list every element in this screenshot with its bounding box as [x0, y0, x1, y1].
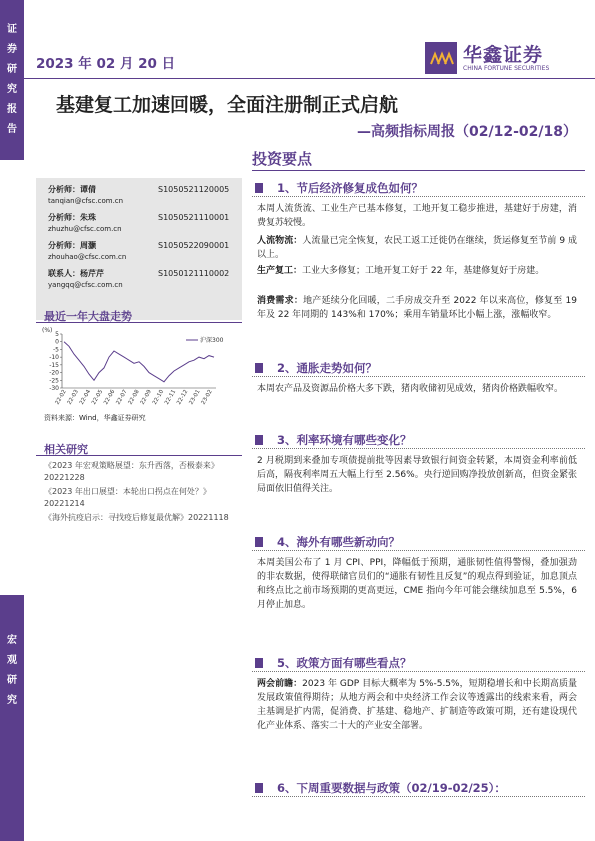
section-divider	[252, 671, 585, 672]
market-rule	[36, 322, 242, 323]
analyst-email[interactable]: yangqq@cfsc.com.cn	[48, 281, 123, 289]
x-tick-label: 22-10	[151, 389, 166, 406]
y-tick-label: -15	[49, 361, 59, 369]
x-tick-label: 22-08	[127, 389, 141, 406]
logo-cn: 华鑫证券	[463, 44, 544, 66]
bullet-square-icon	[255, 783, 263, 793]
x-tick-label: 22-11	[164, 389, 178, 406]
bullet-square-icon	[255, 537, 263, 547]
x-tick-label: 23-02	[200, 389, 214, 406]
company-logo	[425, 40, 595, 80]
section-head-investment-points: 投资要点	[252, 150, 313, 168]
section-1-para: 消费需求：地产延续分化回暖，二手房成交升至 2022 年以来高位，修复至 19 年及 22 年同期的 143%和 170%；乘用车销量环比小幅上涨，涨幅收窄。	[257, 296, 577, 320]
report-subtitle: —高频指标周报（02/12-02/18）	[357, 124, 577, 140]
related-rule	[36, 455, 242, 456]
y-tick-label: 5	[55, 331, 59, 338]
chart-source: 资料来源：Wind，华鑫证券研究	[44, 414, 146, 422]
sidebar-bottom-text: 宏 观 研 究	[7, 635, 17, 706]
market-chart	[36, 326, 242, 426]
related-item[interactable]: 《2023 年宏观策略展望：东升西落，否极泰来》20221228	[44, 461, 219, 482]
analyst-email[interactable]: tanqian@cfsc.com.cn	[48, 197, 124, 205]
bullet-square-icon	[255, 183, 263, 193]
report-date: 2023 年 02 月 20 日	[36, 56, 176, 72]
section-2-para: 本周农产品及资源品价格大多下跌，猪肉收储初见成效，猪肉价格跌幅收窄。	[257, 384, 564, 394]
x-tick-label: 22-06	[103, 389, 117, 406]
section-6-heading: 6、下周重要数据与政策（02/19-02/25）：	[255, 780, 506, 796]
legend-label: 沪深300	[200, 337, 224, 344]
analyst-email[interactable]: zhouhao@cfsc.com.cn	[48, 253, 127, 261]
section-5-para: 两会前瞻：2023 年 GDP 目标大概率为 5%-5.5%，短期稳增长和中长期高质量发展政策值得期待；从地方两会和中央经济工作会议等透露出的线索来看，两会主基调是扩内需，促消费、扩基建、稳地产、扩制造等政策可期，还有建设现代化产业体系、落实二十大的产业安全部署。	[257, 679, 577, 731]
sidebar-top-text: 证 券 研 究 报 告	[7, 24, 17, 135]
section-3-heading: 3、利率环境有哪些变化？	[255, 432, 412, 448]
related-research-title: 相关研究	[44, 443, 88, 456]
analyst-entry: 分析师：谭倩 S1050521120005 tanqian@cfsc.com.cn	[48, 185, 230, 205]
x-tick-label: 22-02	[54, 389, 68, 406]
sidebar-top	[0, 0, 24, 160]
y-tick-label: -20	[49, 369, 59, 377]
y-tick-label: 0	[55, 338, 59, 346]
section-1-para: 生产复工：工业大多修复；工地开复工好于 22 年，基建修复好于房建。	[257, 266, 545, 276]
sidebar-bottom	[0, 595, 24, 841]
y-tick-label: -25	[49, 377, 59, 385]
section-divider	[252, 796, 585, 797]
section-1-para: 本周人流货流、工业生产已基本修复，工地开复工稳步推进，基建好于房建，消费复苏较慢。	[257, 204, 577, 228]
x-tick-label: 22-03	[66, 389, 80, 406]
section-1-heading: 1、节后经济修复成色如何？	[255, 180, 423, 196]
market-chart-title: 最近一年大盘走势	[44, 310, 132, 323]
x-tick-label: 23-01	[188, 389, 202, 406]
section-4-para: 本周美国公布了 1 月 CPI、PPI，降幅低于预期，通胀韧性值得警惕，叠加强劲的非农数据，使得联储官员们的“通胀有韧性且反复”的观点得到验证，加息顶点和终点比之前市场预期的更高更远，CME 指向今年可能会继续加息至 5.5%，6 月停止加息。	[257, 558, 577, 610]
analyst-entry: 分析师：周灏 S1050522090001 zhouhao@cfsc.com.cn	[48, 241, 230, 261]
y-tick-label: -5	[53, 346, 59, 354]
x-tick-label: 22-09	[139, 389, 153, 406]
section-rule	[252, 170, 585, 171]
section-divider	[252, 196, 585, 197]
section-divider	[252, 550, 585, 551]
x-tick-label: 22-12	[176, 389, 190, 406]
section-divider	[252, 376, 585, 377]
x-tick-label: 22-07	[115, 389, 129, 406]
logo-mark-icon	[425, 42, 457, 74]
series-line-hs300	[64, 342, 214, 382]
y-tick-label: -10	[49, 354, 59, 362]
section-3-para: 2 月税期到来叠加专项债提前批等因素导致银行间资金转紧，本周资金利率前低后高，隔夜利率周五大幅上行至 2.56%。央行逆回购净投放创新高，但资金紧张局面依旧值得关注。	[257, 456, 577, 494]
x-tick-label: 22-05	[91, 389, 105, 406]
section-1-para: 人流物流：人流量已完全恢复，农民工返工迁徙仍在继续，货运修复至节前 9 成以上。	[257, 236, 577, 260]
bullet-square-icon	[255, 435, 263, 445]
analyst-box	[36, 178, 242, 320]
report-title: 基建复工加速回暖，全面注册制正式启航	[56, 94, 399, 116]
bullet-square-icon	[255, 363, 263, 373]
analyst-email[interactable]: zhuzhu@cfsc.com.cn	[48, 225, 122, 233]
analyst-entry: 联系人：杨芹芹 S1050121110002 yangqq@cfsc.com.cn	[48, 269, 230, 289]
related-item[interactable]: 《2023 年出口展望：本轮出口拐点在何处？》20221214	[44, 487, 211, 508]
y-tick-label: -30	[49, 385, 59, 392]
section-divider	[252, 448, 585, 449]
y-axis-label: (%)	[42, 327, 53, 334]
header-rule	[24, 78, 595, 79]
section-5-heading: 5、政策方面有哪些看点？	[255, 655, 412, 671]
logo-en: CHINA FORTUNE SECURITIES	[463, 65, 550, 72]
section-4-heading: 4、海外有哪些新动向？	[255, 534, 400, 550]
section-2-heading: 2、通胀走势如何？	[255, 360, 377, 376]
bullet-square-icon	[255, 658, 263, 668]
analyst-entry: 分析师：朱珠 S1050521110001 zhuzhu@cfsc.com.cn	[48, 213, 230, 233]
x-tick-label: 22-04	[78, 389, 93, 406]
related-item[interactable]: 《海外抗疫启示：寻找疫后修复最优解》20221118	[44, 513, 229, 522]
